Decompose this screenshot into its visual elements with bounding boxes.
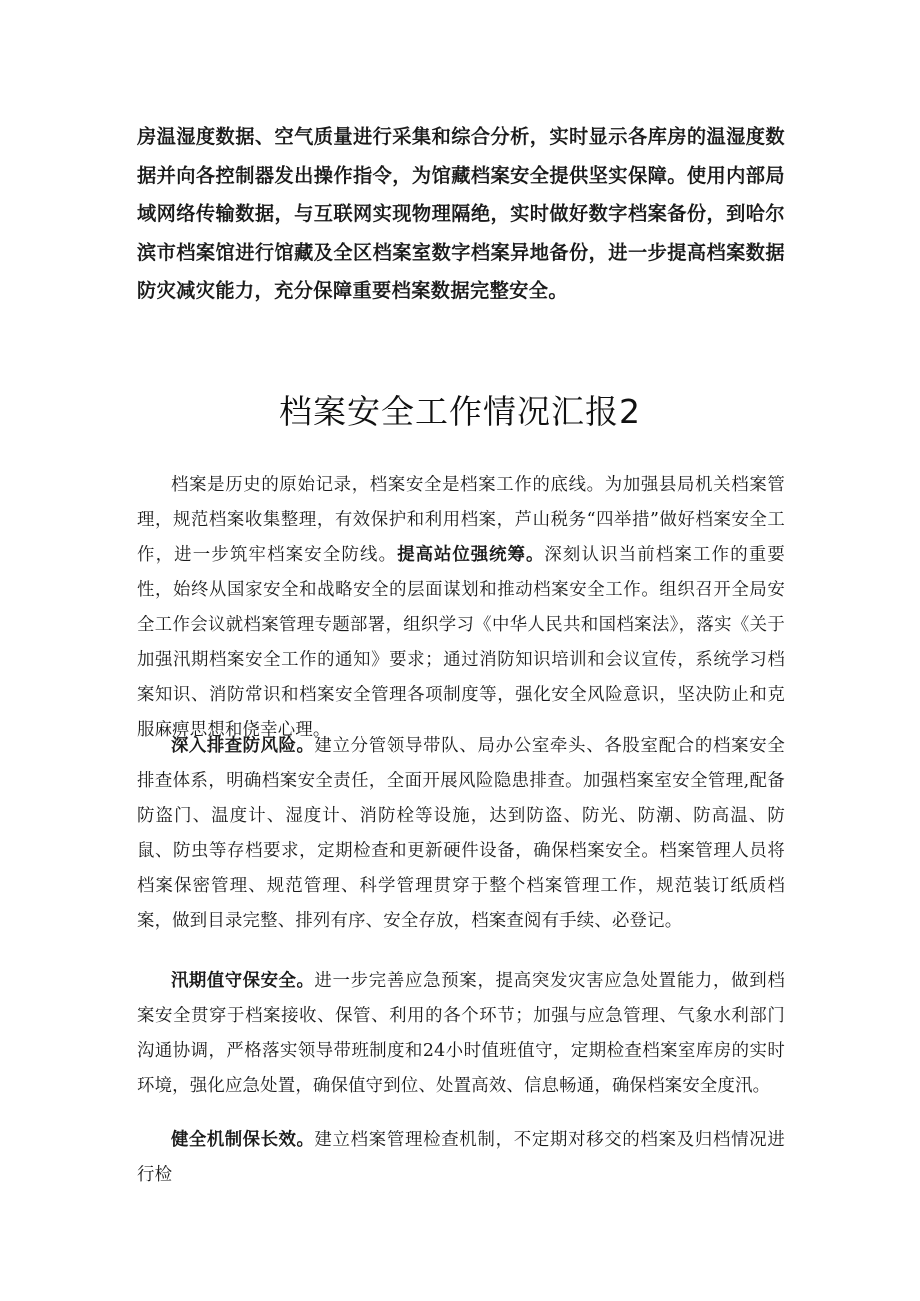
paragraph-2-body: 建立分管领导带队、局办公室牵头、各股室配合的档案安全排查体系，明确档案安全责任，全面开展风险隐患排查。加强档案室安全管理,配备防盗门、温度计、湿度计、消防栓等设施，达到防盗、防光、防潮、防高温、防鼠、防虫等存档要求，定期检查和更新硬件设备，确保档案安全。档案管理人员将档案保密管理、规范管理、科学管理贯穿于整个档案管理工作，规范装订纸质档案，做到目录完整、排列有序、安全存放，档案查阅有手续、必登记。	[137, 736, 785, 931]
section-title: 档案安全工作情况汇报2	[279, 392, 641, 431]
paragraph-2	[137, 729, 785, 939]
paragraph-3	[137, 964, 785, 1104]
paragraph-1-body: 深刻认识当前档案工作的重要性，始终从国家安全和战略安全的层面谋划和推动档案安全工作。组织召开全局安全工作会议就档案管理专题部署，组织学习《中华人民共和国档案法》，落实《关于加强汛期档案安全工作的通知》要求；通过消防知识培训和会议宣传，系统学习档案知识、消防常识和档案安全管理各项制度等，强化安全风险意识，坚决防止和克服麻痹思想和侥幸心理。	[137, 545, 785, 740]
paragraph-1-intro: 档案是历史的原始记录，档案安全是档案工作的底线。为加强县局机关档案管理，规范档案收集整理，有效保护和利用档案，芦山税务“四举措”做好档案安全工作，进一步筑牢档案安全防线。	[137, 475, 785, 565]
paragraph-4	[137, 1123, 785, 1193]
paragraph-3-lead: 汛期值守保安全。	[171, 971, 315, 991]
paragraph-1-lead: 提高站位强统筹。	[397, 545, 545, 565]
paragraph-1	[137, 468, 785, 748]
paragraph-2-lead: 深入排查防风险。	[171, 736, 315, 756]
intro-paragraph: 房温湿度数据、空气质量进行采集和综合分析，实时显示各库房的温湿度数据并向各控制器发出操作指令，为馆藏档案安全提供坚实保障。使用内部局域网络传输数据，与互联网实现物理隔绝，实时做好数字档案备份，到哈尔滨市档案馆进行馆藏及全区档案室数字档案异地备份，进一步提高档案数据防灾减灾能力，充分保障重要档案数据完整安全。	[137, 125, 785, 302]
paragraph-4-lead: 健全机制保长效。	[171, 1130, 315, 1150]
paragraph-4-body: 建立档案管理检查机制，不定期对移交的档案及归档情况进行检	[137, 1130, 785, 1185]
paragraph-3-body: 进一步完善应急预案，提高突发灾害应急处置能力，做到档案安全贯穿于档案接收、保管、利用的各个环节；加强与应急管理、气象水利部门沟通协调，严格落实领导带班制度和24小时值班值守，定期检查档案室库房的实时环境，强化应急处置，确保值守到位、处置高效、信息畅通，确保档案安全度汛。	[137, 971, 785, 1096]
